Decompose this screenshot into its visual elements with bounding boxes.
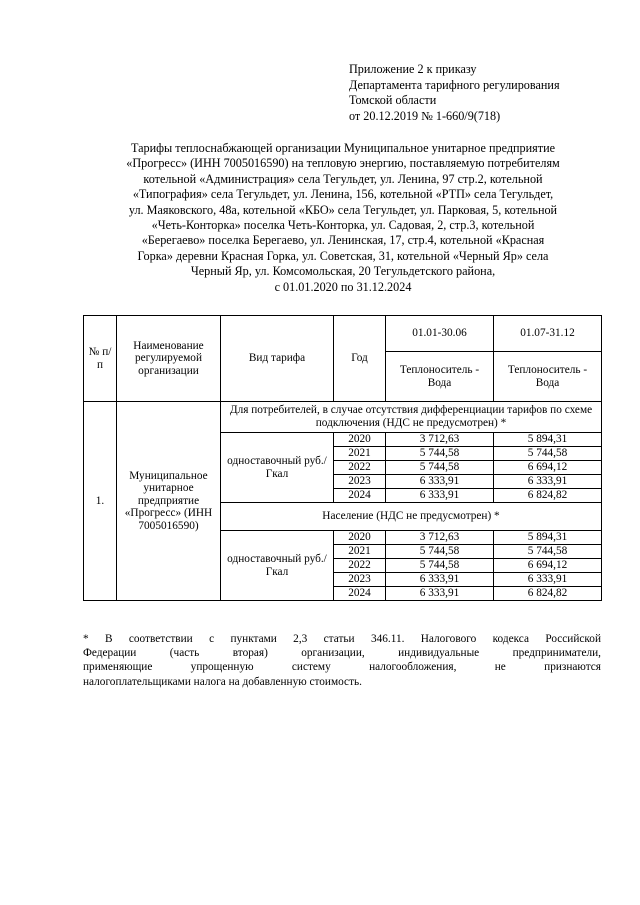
organization-name: Муниципальное унитарное предприятие «Прогресс» (ИНН 7005016590) [117,402,221,601]
tariff-value-second-half: 6 824,82 [494,587,602,601]
tariff-value-second-half: 6 694,12 [494,461,602,475]
header-line: Приложение 2 к приказу [349,62,477,76]
footnote-line: применяющие упрощенную систему налогообложения, не признаются [83,661,601,674]
title-line: Горка» деревни Красная Горка, ул. Советская, 31, котельной «Черный Яр» села [137,248,549,263]
footnote-line: * В соответствии с пунктами 2,3 статьи 346.11. Налогового кодекса Российской [83,633,601,645]
header-carrier-first-half: Теплоноситель - Вода [386,352,494,402]
title-line: «Берегаево» поселка Берегаево, ул. Ленинская, 17, стр.4, котельной «Красная [141,233,545,248]
tariff-value-first-half: 6 333,91 [386,475,494,489]
year-cell: 2024 [334,587,386,601]
year-cell: 2020 [334,433,386,447]
tariff-value-second-half: 5 744,58 [494,447,602,461]
year-cell: 2023 [334,475,386,489]
tariff-value-second-half: 6 824,82 [494,489,602,503]
tariff-value-first-half: 3 712,63 [386,531,494,545]
year-cell: 2024 [334,489,386,503]
tariff-value-first-half: 6 333,91 [386,573,494,587]
row-number: 1. [84,402,117,601]
tariff-value-first-half: 3 712,63 [386,433,494,447]
title-line: «Четь-Конторка» поселка Четь-Конторка, ул. Садовая, 2, стр.3, котельной [151,218,535,233]
title-line: «Прогресс» (ИНН 7005016590) на тепловую энергию, поставляемую потребителям [126,156,560,171]
tariff-value-first-half: 5 744,58 [386,545,494,559]
header-tariff-type: Вид тарифа [221,316,334,402]
order-appendix-header [349,62,609,124]
title-line: котельной «Администрация» села Тегульдет, ул. Ленина, 97 стр.2, котельной [143,171,543,186]
title-line: Тарифы теплоснабжающей организации Муниципальное унитарное предприятие [130,141,556,155]
tariff-type: одноставочный руб./Гкал [221,531,334,601]
tariff-value-first-half: 5 744,58 [386,559,494,573]
tariff-value-first-half: 5 744,58 [386,461,494,475]
document-title [82,141,604,295]
year-cell: 2022 [334,559,386,573]
header-line: от 20.12.2019 № 1-660/9(718) [349,108,501,123]
tariff-value-first-half: 6 333,91 [386,489,494,503]
tariff-value-second-half: 6 333,91 [494,475,602,489]
footnote-line: Федерации (часть вторая) организации, индивидуальные предприниматели, [83,647,601,660]
footnote-line: налогоплательщиками налога на добавленную стоимость. [83,675,362,688]
group-title: Для потребителей, в случае отсутствия дифференциации тарифов по схеме подключения (НДС не предусмотрен) * [221,402,602,433]
tariff-value-second-half: 5 744,58 [494,545,602,559]
header-organization: Наименование регулируемой организации [117,316,221,402]
tariff-value-second-half: 5 894,31 [494,531,602,545]
year-cell: 2022 [334,461,386,475]
year-cell: 2020 [334,531,386,545]
table-header-row [84,316,602,352]
group-title-row [84,402,602,433]
title-line: Черный Яр, ул. Комсомольская, 20 Тегульдетского района, [190,264,496,279]
title-line: ул. Маяковского, 48а, котельной «КБО» села Тегульдет, ул. Парковая, 5, котельной [128,202,558,217]
header-line: Томской области [349,93,437,107]
header-period-first-half: 01.01-30.06 [386,316,494,352]
tariff-value-first-half: 5 744,58 [386,447,494,461]
header-num: № п/п [84,316,117,402]
tariff-table [83,315,602,601]
group-title: Население (НДС не предусмотрен) * [221,503,602,531]
year-cell: 2023 [334,573,386,587]
tariff-value-second-half: 5 894,31 [494,433,602,447]
year-cell: 2021 [334,447,386,461]
header-year: Год [334,316,386,402]
header-carrier-second-half: Теплоноситель - Вода [494,352,602,402]
tariff-value-first-half: 6 333,91 [386,587,494,601]
title-line: с 01.01.2020 по 31.12.2024 [274,279,412,294]
title-line: «Типография» села Тегульдет, ул. Ленина, 156, котельной «РТП» села Тегульдет, [132,187,554,202]
year-cell: 2021 [334,545,386,559]
tariff-value-second-half: 6 694,12 [494,559,602,573]
tariff-type: одноставочный руб./Гкал [221,433,334,503]
header-period-second-half: 01.07-31.12 [494,316,602,352]
tax-footnote [83,632,601,689]
header-line: Департамента тарифного регулирования [349,77,560,92]
tariff-value-second-half: 6 333,91 [494,573,602,587]
